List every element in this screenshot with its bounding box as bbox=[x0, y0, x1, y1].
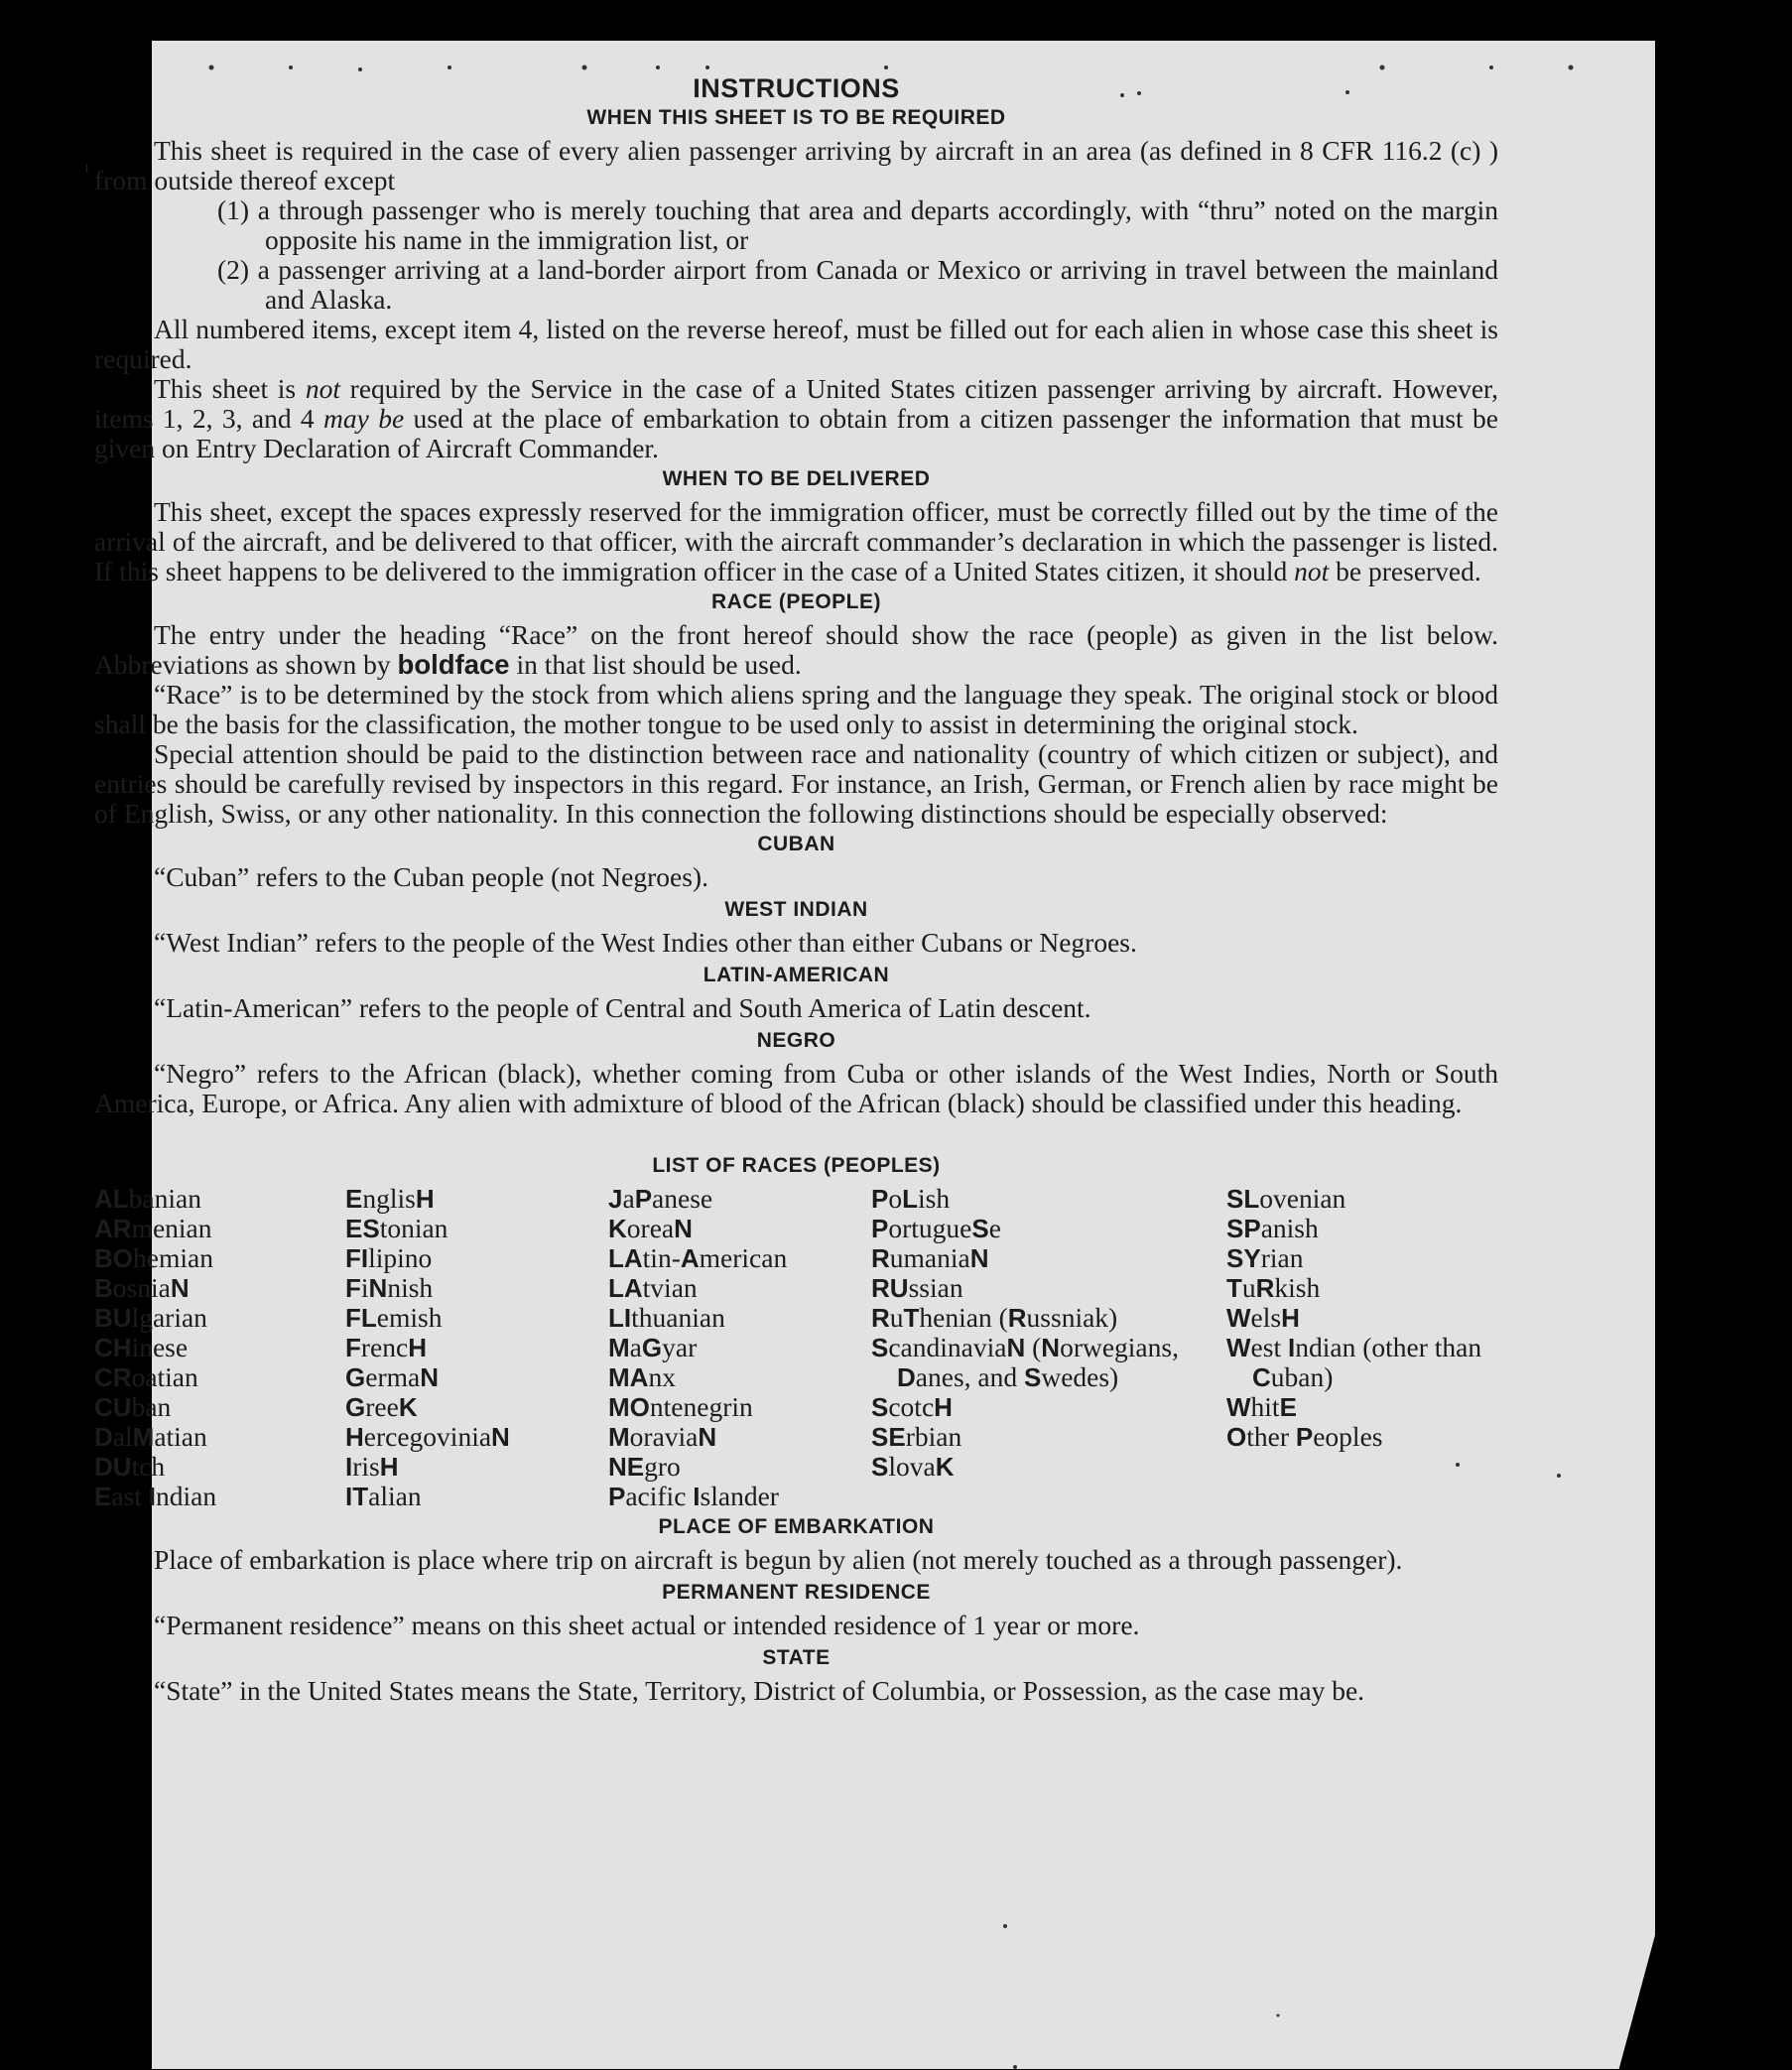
page-title: INSTRUCTIONS bbox=[693, 73, 900, 103]
race-item: BOhemian bbox=[94, 1242, 213, 1273]
item-2: (2) a passenger arriving at a land-border airport from Canada or Mexico or arriving in travel between the mainland and Alaska. bbox=[217, 254, 1498, 315]
text-cuban: “Cuban” refers to the Cuban people (not Negroes). bbox=[154, 861, 708, 892]
race-item: DUtch bbox=[94, 1451, 166, 1482]
race-item: DalMatian bbox=[94, 1421, 207, 1452]
para-race-entry: The entry under the heading “Race” on the front hereof should show the race (people) as given in the list below. Abbreviations as shown by boldface in that list should be used. bbox=[94, 619, 1498, 680]
race-item: CHinese bbox=[94, 1332, 189, 1362]
heading-when-required: WHEN THIS SHEET IS TO BE REQUIRED bbox=[586, 106, 1006, 129]
race-item: ALbanian bbox=[94, 1183, 201, 1214]
text-embarkation: Place of embarkation is place where trip on aircraft is begun by alien (not merely touched as a through passenger). bbox=[154, 1544, 1403, 1575]
race-item: LIthuanian bbox=[608, 1302, 725, 1333]
item-1: (1) a through passenger who is merely touching that area and departs accordingly, with “thru” noted on the margin opposite his name in the immigration list, or bbox=[217, 194, 1498, 255]
races-column-5 bbox=[1226, 1184, 1496, 1511]
heading-west-indian: WEST INDIAN bbox=[724, 898, 868, 921]
text-permanent-residence: “Permanent residence” means on this sheet actual or intended residence of 1 year or more. bbox=[154, 1610, 1140, 1640]
race-item: BosniaN bbox=[94, 1272, 190, 1303]
heading-race: RACE (PEOPLE) bbox=[710, 590, 881, 613]
heading-when-delivered: WHEN TO BE DELIVERED bbox=[662, 467, 931, 490]
race-item: EStonian bbox=[345, 1213, 448, 1243]
races-column-1 bbox=[94, 1184, 345, 1511]
race-item: SLovenian bbox=[1226, 1183, 1346, 1214]
text-state: “State” in the United States means the State, Territory, District of Columbia, or Possession, as the case may be. bbox=[154, 1675, 1365, 1706]
race-item: WhitE bbox=[1226, 1391, 1297, 1422]
race-item: KoreaN bbox=[608, 1213, 693, 1243]
race-item: MOntenegrin bbox=[608, 1391, 753, 1422]
race-item: PoLish bbox=[871, 1183, 951, 1214]
race-item: EnglisH bbox=[345, 1183, 435, 1214]
para-citizen: This sheet is not required by the Service in the case of a United States citizen passenger arriving by aircraft. However, items 1, 2, 3, and 4 may be used at the place of embarkation to obtain from a citizen passenger the information that must be given on Entry Declaration of Aircraft Commander. bbox=[94, 373, 1498, 463]
heading-cuban: CUBAN bbox=[757, 833, 835, 855]
race-item: Pacific Islander bbox=[608, 1481, 779, 1511]
para-numbered-items: All numbered items, except item 4, listed on the reverse hereof, must be filled out for each alien in whose case this sheet is required. bbox=[94, 314, 1498, 374]
race-item: SPanish bbox=[1226, 1213, 1319, 1243]
text-latin-american: “Latin-American” refers to the people of Central and South America of Latin descent. bbox=[154, 992, 1091, 1023]
race-item: FIlipino bbox=[345, 1242, 433, 1273]
race-item: LAtin-American bbox=[608, 1242, 788, 1273]
race-item: MoraviaN bbox=[608, 1421, 717, 1452]
race-item: FrencH bbox=[345, 1332, 427, 1362]
races-column-2 bbox=[345, 1184, 608, 1511]
race-item: FiNnish bbox=[345, 1272, 434, 1303]
para-required: This sheet is required in the case of every alien passenger arriving by aircraft in an area (as defined in 8 CFR 116.2 (c) ) from outside thereof except bbox=[94, 135, 1498, 195]
text-west-indian: “West Indian” refers to the people of the West Indies other than either Cubans or Negroes. bbox=[154, 927, 1137, 958]
race-item: FLemish bbox=[345, 1302, 443, 1333]
race-item: BUlgarian bbox=[94, 1302, 207, 1333]
race-item: PortugueSe bbox=[871, 1213, 1001, 1243]
heading-permanent-residence: PERMANENT RESIDENCE bbox=[662, 1581, 931, 1604]
race-item: CRoatian bbox=[94, 1361, 198, 1392]
race-item: NEgro bbox=[608, 1451, 681, 1482]
race-item: West Indian (other than Cuban) bbox=[1226, 1332, 1482, 1392]
text-negro: “Negro” refers to the African (black), whether coming from Cuba or other islands of the West Indies, North or South America, Europe, or Africa. Any alien with admixture of blood of the African (black) should be classified under this heading. bbox=[94, 1058, 1498, 1118]
races-list bbox=[94, 1184, 1498, 1511]
race-item: WelsH bbox=[1226, 1302, 1300, 1333]
races-column-3 bbox=[608, 1184, 871, 1511]
para-delivered: This sheet, except the spaces expressly reserved for the immigration officer, must be correctly filled out by the time of the arrival of the aircraft, and be delivered to that officer, with the aircraft commander’s declaration in which the passenger is listed. If this sheet happens to be delivered to the immigration officer in the case of a United States citizen, it should not be preserved. bbox=[94, 496, 1498, 586]
race-item: JaPanese bbox=[608, 1183, 713, 1214]
race-item: SlovaK bbox=[871, 1451, 955, 1482]
race-item: GreeK bbox=[345, 1391, 418, 1422]
para-distinction: Special attention should be paid to the distinction between race and nationality (country of which citizen or subject), and entries should be carefully revised by inspectors in this regard. For instance, an Irish, German, or French alien by race might be of English, Swiss, or any other nationality. In this connection the following distinctions should be especially observed: bbox=[94, 738, 1498, 829]
race-item: SErbian bbox=[871, 1421, 962, 1452]
race-item: LAtvian bbox=[608, 1272, 698, 1303]
instructions-content bbox=[94, 70, 1498, 1706]
race-item: IrisH bbox=[345, 1451, 399, 1482]
margin-mark: ı bbox=[84, 157, 90, 177]
race-item: East Indian bbox=[94, 1481, 217, 1511]
race-item: RuThenian (Russniak) bbox=[871, 1302, 1118, 1333]
race-item: Other Peoples bbox=[1226, 1421, 1383, 1452]
race-item: MAnx bbox=[608, 1361, 676, 1392]
race-item: SYrian bbox=[1226, 1242, 1304, 1273]
para-race-stock: “Race” is to be determined by the stock from which aliens spring and the language they speak. The original stock or blood shall be the basis for the classification, the mother tongue to be used only to assist in determining the original stock. bbox=[94, 679, 1498, 739]
heading-state: STATE bbox=[762, 1646, 831, 1669]
race-item: TuRkish bbox=[1226, 1272, 1321, 1303]
race-item: RUssian bbox=[871, 1272, 963, 1303]
race-item: HercegoviniaN bbox=[345, 1421, 510, 1452]
race-item: RumaniaN bbox=[871, 1242, 989, 1273]
heading-latin-american: LATIN-AMERICAN bbox=[703, 964, 890, 986]
heading-list-of-races: LIST OF RACES (PEOPLES) bbox=[652, 1154, 941, 1177]
heading-negro: NEGRO bbox=[756, 1029, 836, 1052]
race-item: ScandinaviaN (Norwegians, Danes, and Swedes) bbox=[871, 1332, 1179, 1392]
race-item: GermaN bbox=[345, 1361, 439, 1392]
race-item: ARmenian bbox=[94, 1213, 212, 1243]
races-column-4 bbox=[871, 1184, 1226, 1511]
heading-embarkation: PLACE OF EMBARKATION bbox=[658, 1515, 935, 1538]
race-item: MaGyar bbox=[608, 1332, 698, 1362]
race-item: ITalian bbox=[345, 1481, 422, 1511]
race-item: ScotcH bbox=[871, 1391, 953, 1422]
race-item: CUban bbox=[94, 1391, 172, 1422]
